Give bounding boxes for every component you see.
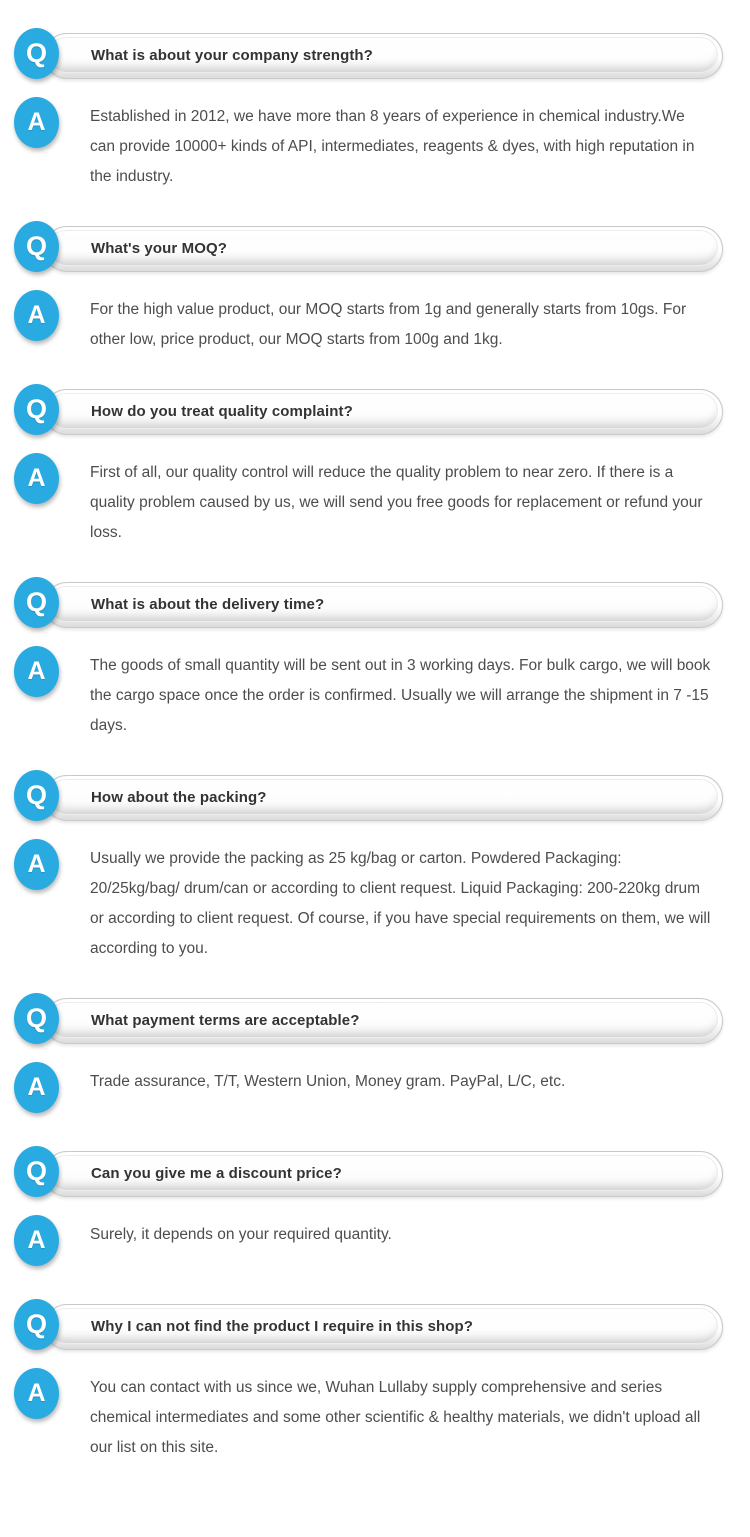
question-pill-inner [48,779,718,815]
answer-text: For the high value product, our MOQ starts from 1g and generally starts from 10gs. For other low, price product, our MOQ starts from 100g and 1kg. [90,301,687,348]
answer-badge: A [14,97,59,148]
answer-row [14,838,750,964]
question-pill-inner [48,393,718,429]
faq-item [0,226,750,355]
answer-row [14,289,750,355]
question-badge: Q [14,28,59,79]
question-text: What is about your company strength? [91,46,373,64]
answer-badge: A [14,1215,59,1266]
question-badge: Q [14,577,59,628]
question-pill [44,33,723,79]
answer-badge: A [14,1062,59,1113]
question-row [14,775,723,821]
answer-row [14,452,750,548]
question-badge: Q [14,1299,59,1350]
answer-text: Surely, it depends on your required quantity. [90,1226,392,1243]
question-row [14,33,723,79]
answer-badge: A [14,453,59,504]
faq-item [0,1151,750,1270]
question-badge: Q [14,221,59,272]
answer-row [14,96,750,192]
question-text: What payment terms are acceptable? [91,1011,360,1029]
question-row [14,389,723,435]
faq-item [0,389,750,548]
faq-item [0,775,750,964]
answer-text: First of all, our quality control will reduce the quality problem to near zero. If there is a quality problem caused by us, we will send you free goods for replacement or refund your loss. [90,464,703,541]
question-text: How about the packing? [91,788,267,806]
question-pill-inner [48,1308,718,1344]
question-row [14,1151,723,1197]
question-row [14,1304,723,1350]
question-pill [44,998,723,1044]
question-row [14,226,723,272]
answer-badge: A [14,839,59,890]
question-badge: Q [14,770,59,821]
question-pill-inner [48,586,718,622]
question-badge: Q [14,1146,59,1197]
answer-badge: A [14,290,59,341]
question-pill [44,582,723,628]
answer-badge: A [14,646,59,697]
question-badge: Q [14,384,59,435]
question-text: Why I can not find the product I require in this shop? [91,1317,474,1335]
question-badge: Q [14,993,59,1044]
question-row [14,582,723,628]
question-pill [44,226,723,272]
question-text: What's your MOQ? [91,239,227,257]
faq-item [0,582,750,741]
answer-text: You can contact with us since we, Wuhan Lullaby supply comprehensive and series chemical intermediates and some other scientific & healthy materials, we didn't upload all our list on this site. [90,1379,701,1456]
question-pill [44,775,723,821]
question-pill [44,389,723,435]
answer-badge: A [14,1368,59,1419]
answer-text: Established in 2012, we have more than 8 years of experience in chemical industry.We can provide 10000+ kinds of API, intermediates, reagents & dyes, with high reputation in the industry. [90,108,695,185]
faq-item [0,33,750,192]
answer-row [14,1214,750,1270]
question-text: What is about the delivery time? [91,595,325,613]
answer-row [14,1367,750,1463]
answer-text: Usually we provide the packing as 25 kg/bag or carton. Powdered Packaging: 20/25kg/bag/ drum/can or according to client request. Liquid Packaging: 200-220kg drum or according to client request. Of course, if you have special requirements on them, we will according to you. [90,850,711,957]
question-pill [44,1304,723,1350]
faq-item [0,998,750,1117]
question-pill [44,1151,723,1197]
answer-row [14,1061,750,1117]
answer-row [14,645,750,741]
answer-text: Trade assurance, T/T, Western Union, Money gram. PayPal, L/C, etc. [90,1073,566,1090]
question-pill-inner [48,1002,718,1038]
answer-text: The goods of small quantity will be sent out in 3 working days. For bulk cargo, we will book the cargo space once the order is confirmed. Usually we will arrange the shipment in 7 -15 days. [90,657,711,734]
question-pill-inner [48,230,718,266]
question-row [14,998,723,1044]
question-text: Can you give me a discount price? [91,1164,342,1182]
question-pill-inner [48,1155,718,1191]
question-text: How do you treat quality complaint? [91,402,353,420]
question-pill-inner [48,37,718,73]
faq-item [0,1304,750,1463]
